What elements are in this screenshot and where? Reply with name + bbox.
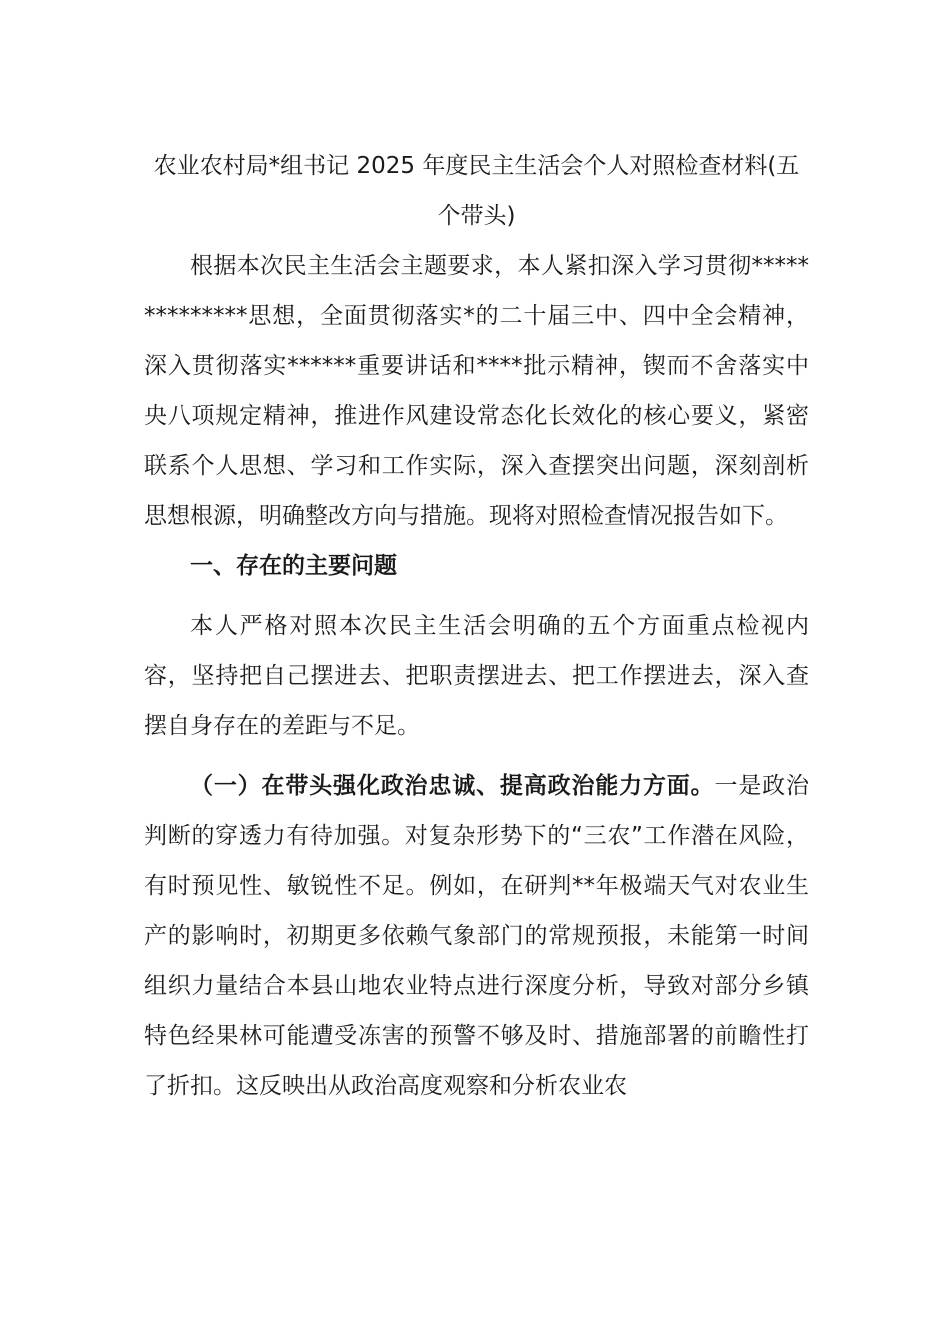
- subsection-lead: （一）在带头强化政治忠诚、提高政治能力方面。: [190, 773, 715, 799]
- title-line-1: 农业农村局*组书记 2025 年度民主生活会个人对照检查材料(五: [153, 153, 800, 179]
- section-intro-paragraph: 本人严格对照本次民主生活会明确的五个方面重点检视内容，坚持把自己摆进去、把职责摆进去、把工作摆进去，深入查摆自身存在的差距与不足。: [144, 613, 809, 739]
- document-body: [144, 141, 809, 1111]
- intro-paragraph: 根据本次民主生活会主题要求，本人紧扣深入学习贯彻**************思想，全面贯彻落实*的二十届三中、四中全会精神，深入贯彻落实******重要讲话和****批示精神，锲而不舍落实中央八项规定精神，推进作风建设常态化长效化的核心要义，紧密联系个人思想、学习和工作实际，深入查摆突出问题，深刻剖析思想根源，明确整改方向与措施。现将对照检查情况报告如下。: [144, 253, 809, 529]
- document-title: [144, 141, 809, 241]
- subsection-paragraph-political: [144, 761, 809, 1111]
- subsection-body: 一是政治判断的穿透力有待加强。对复杂形势下的“三农”工作潜在风险，有时预见性、敏锐性不足。例如，在研判**年极端天气对农业生产的影响时，初期更多依赖气象部门的常规预报，未能第一时间组织力量结合本县山地农业特点进行深度分析，导致对部分乡镇特色经果林可能遭受冻害的预警不够及时、措施部署的前瞻性打了折扣。这反映出从政治高度观察和分析农业农: [144, 773, 810, 1099]
- title-line-2: 个带头): [437, 203, 516, 229]
- section-heading-problems: 一、存在的主要问题: [190, 553, 397, 579]
